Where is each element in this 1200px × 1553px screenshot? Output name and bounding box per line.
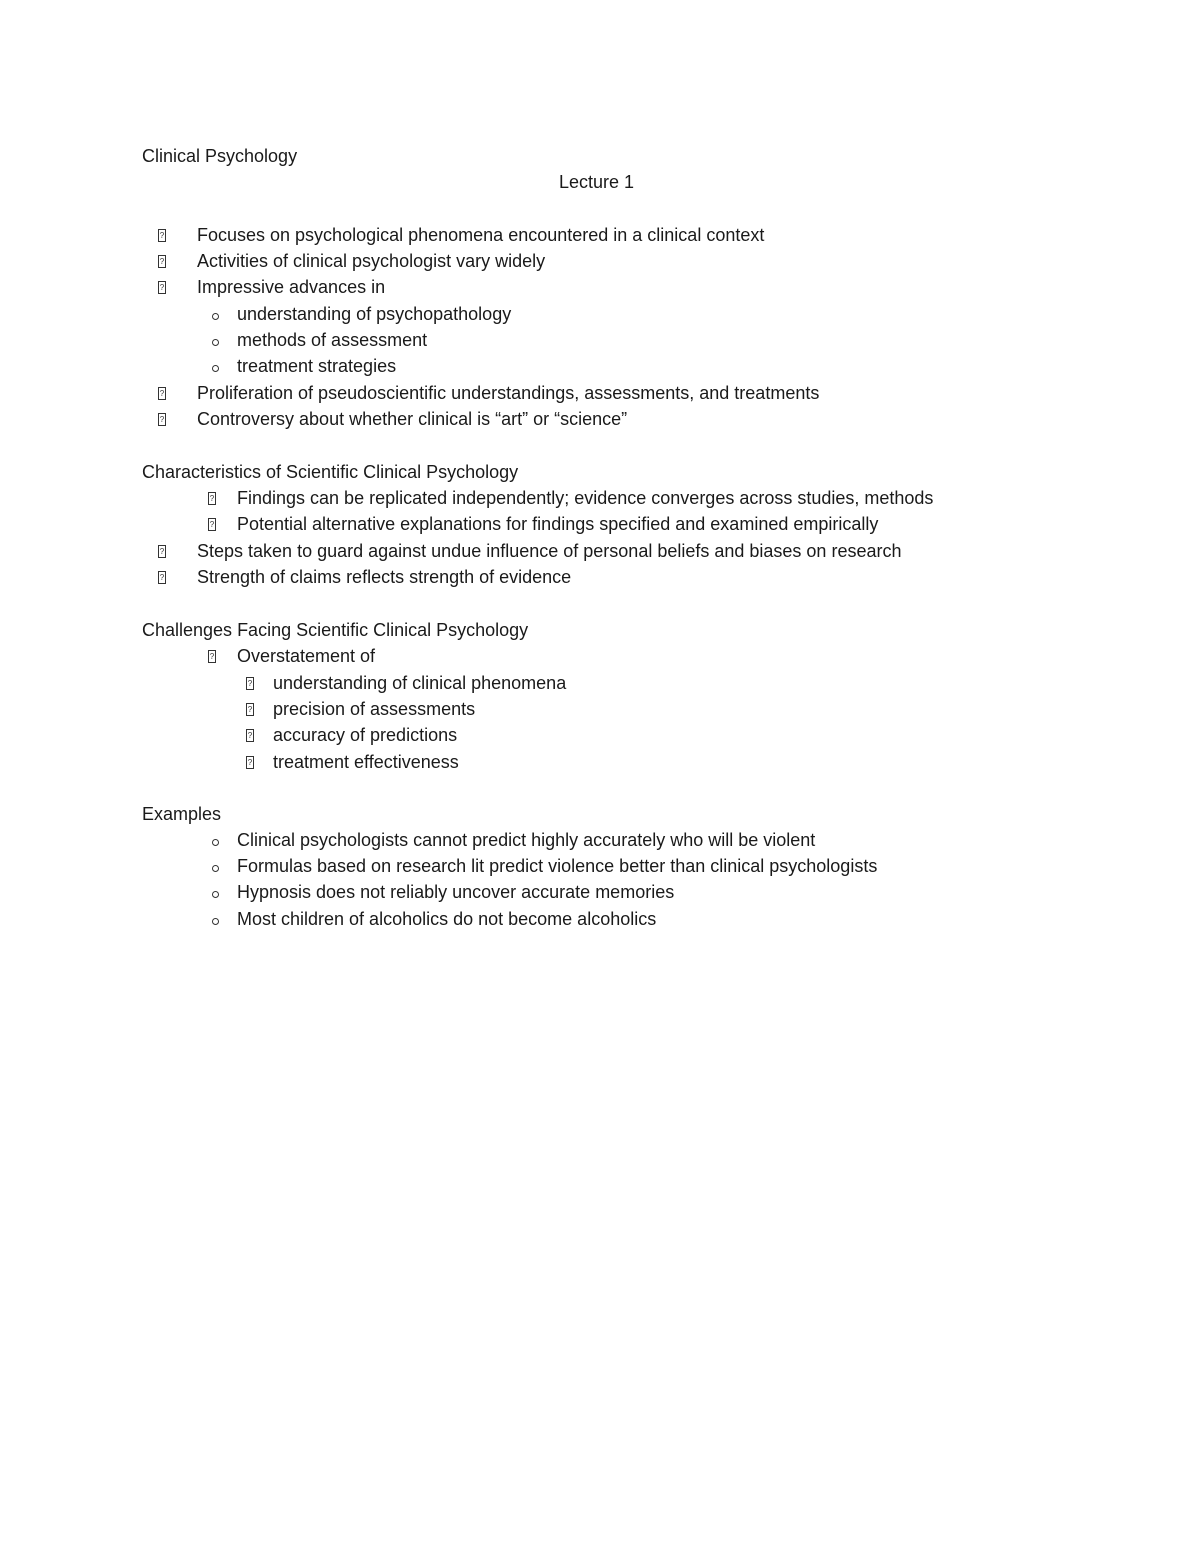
list-item: understanding of clinical phenomena [273,673,567,693]
list-item: Steps taken to guard against undue influence of personal beliefs and biases on research [197,541,902,561]
square-bullet-icon [158,255,166,268]
section-heading: Characteristics of Scientific Clinical Psychology [142,462,519,482]
list-item: treatment effectiveness [273,752,459,772]
square-bullet-icon [246,756,254,769]
list-item: Activities of clinical psychologist vary widely [197,251,546,271]
list-item: precision of assessments [273,699,476,719]
square-bullet-icon [158,387,166,400]
section-heading: Challenges Facing Scientific Clinical Psychology [142,620,529,640]
list-item: Hypnosis does not reliably uncover accurate memories [237,882,675,902]
square-bullet-icon [246,729,254,742]
list-item: accuracy of predictions [273,725,458,745]
list-item: Controversy about whether clinical is “art” or “science” [197,409,628,429]
document-subtitle: Lecture 1 [559,172,635,192]
square-bullet-icon [158,229,166,242]
document-title: Clinical Psychology [142,146,298,166]
list-item: Impressive advances in [197,277,386,297]
list-item: Most children of alcoholics do not become alcoholics [237,909,657,929]
circle-bullet-icon [212,339,219,346]
list-item: Overstatement of [237,646,376,666]
square-bullet-icon [158,413,166,426]
list-item: methods of assessment [237,330,428,350]
list-item: treatment strategies [237,356,397,376]
square-bullet-icon [158,545,166,558]
square-bullet-icon [158,571,166,584]
square-bullet-icon [208,518,216,531]
circle-bullet-icon [212,839,219,846]
square-bullet-icon [246,703,254,716]
circle-bullet-icon [212,865,219,872]
list-item: understanding of psychopathology [237,304,512,324]
circle-bullet-icon [212,918,219,925]
list-item: Potential alternative explanations for findings specified and examined empirically [237,514,879,534]
square-bullet-icon [208,492,216,505]
list-item: Clinical psychologists cannot predict highly accurately who will be violent [237,830,816,850]
list-item: Strength of claims reflects strength of evidence [197,567,572,587]
circle-bullet-icon [212,365,219,372]
circle-bullet-icon [212,891,219,898]
list-item: Proliferation of pseudoscientific understandings, assessments, and treatments [197,383,820,403]
list-item: Findings can be replicated independently; evidence converges across studies, methods [237,488,934,508]
square-bullet-icon [208,650,216,663]
square-bullet-icon [158,281,166,294]
section-heading: Examples [142,804,222,824]
list-item: Focuses on psychological phenomena encountered in a clinical context [197,225,765,245]
circle-bullet-icon [212,313,219,320]
list-item: Formulas based on research lit predict violence better than clinical psychologists [237,856,878,876]
square-bullet-icon [246,677,254,690]
